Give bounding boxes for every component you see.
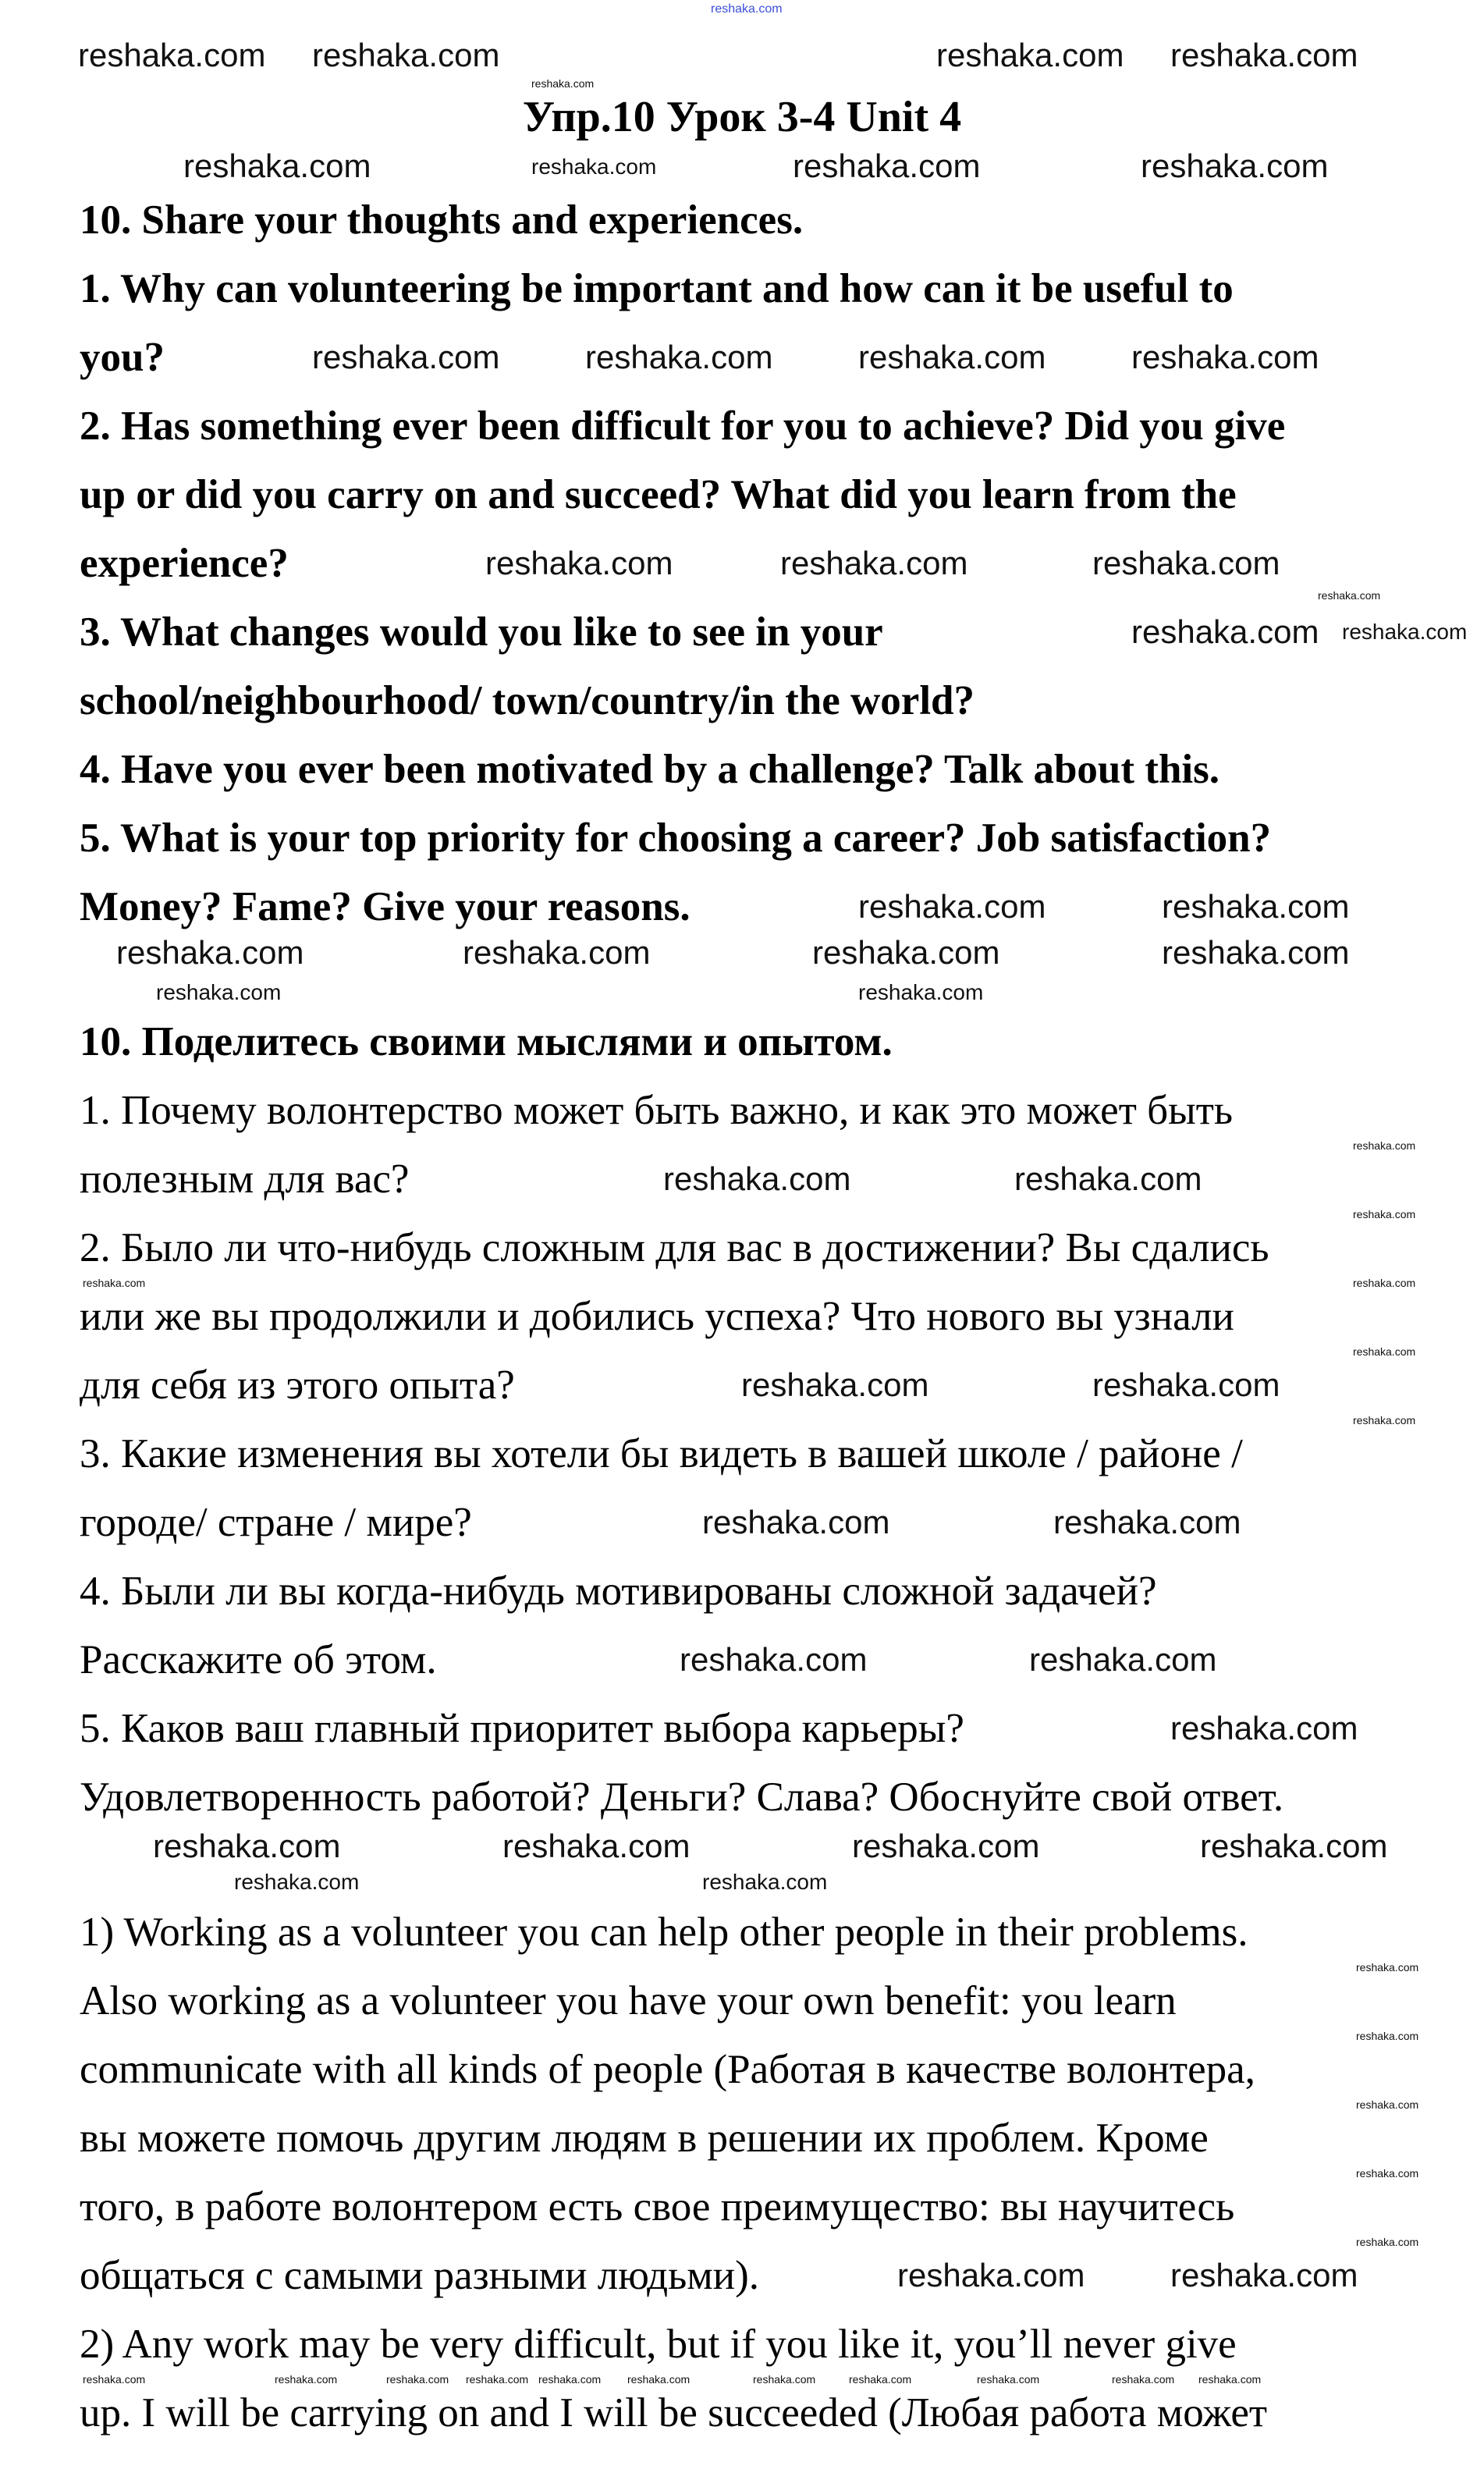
watermark: reshaka.com xyxy=(1131,339,1319,375)
watermark: reshaka.com xyxy=(812,934,1000,971)
answer-line: вы можете помочь другим людям в решении их проблем. Кроме xyxy=(80,2116,1209,2161)
watermark: reshaka.com xyxy=(463,934,651,971)
watermark: reshaka.com xyxy=(702,1504,890,1540)
task-en-line: 4. Have you ever been motivated by a challenge? Talk about this. xyxy=(80,747,1220,792)
task-en-line: 3. What changes would you like to see in your xyxy=(80,609,883,655)
watermark: reshaka.com xyxy=(153,1828,341,1864)
watermark: reshaka.com xyxy=(466,2373,529,2386)
watermark: reshaka.com xyxy=(1162,934,1350,971)
watermark: reshaka.com xyxy=(1198,2373,1262,2386)
task-ru-line: Расскажите об этом. xyxy=(80,1637,437,1682)
task-ru-line: 3. Какие изменения вы хотели бы видеть в вашей школе / районе / xyxy=(80,1431,1243,1476)
watermark: reshaka.com xyxy=(275,2373,338,2386)
task-en-line: up or did you carry on and succeed? What did you learn from the xyxy=(80,472,1237,517)
task-ru-line: городе/ стране / мире? xyxy=(80,1500,472,1545)
watermark: reshaka.com xyxy=(1353,1414,1416,1426)
answer-line: того, в работе волонтером есть свое преимущество: вы научитесь xyxy=(80,2184,1235,2229)
watermark: reshaka.com xyxy=(1092,545,1280,581)
watermark: reshaka.com xyxy=(1356,2167,1419,2180)
task-en-line: experience? xyxy=(80,541,289,586)
watermark: reshaka.com xyxy=(1200,1828,1388,1864)
task-en-line: 1. Why can volunteering be important and how can it be useful to xyxy=(80,266,1234,311)
watermark: reshaka.com xyxy=(1356,2098,1419,2111)
watermark: reshaka.com xyxy=(234,1870,360,1894)
watermark: reshaka.com xyxy=(852,1828,1040,1864)
task-ru-line: 5. Каков ваш главный приоритет выбора карьеры? xyxy=(80,1706,964,1751)
watermark: reshaka.com xyxy=(312,339,500,375)
task-en-heading: 10. Share your thoughts and experiences. xyxy=(80,197,804,243)
watermark: reshaka.com xyxy=(1162,888,1350,925)
watermark: reshaka.com xyxy=(1029,1641,1217,1678)
task-ru-line: полезным для вас? xyxy=(80,1156,410,1202)
answer-line: общаться с самыми разными людьми). xyxy=(80,2253,760,2298)
answer-line: up. I will be carrying on and I will be succeeded (Любая работа может xyxy=(80,2390,1268,2435)
watermark: reshaka.com xyxy=(1053,1504,1241,1540)
watermark: reshaka.com xyxy=(858,980,984,1004)
task-en-line: Money? Fame? Give your reasons. xyxy=(80,884,691,929)
watermark: reshaka.com xyxy=(1141,147,1329,184)
watermark: reshaka.com xyxy=(386,2373,449,2386)
watermark: reshaka.com xyxy=(1342,620,1468,644)
watermark: reshaka.com xyxy=(183,147,371,184)
task-ru-line: 1. Почему волонтерство может быть важно, и как это может быть xyxy=(80,1088,1234,1133)
task-ru-line: Удовлетворенность работой? Деньги? Слава? Обоснуйте свой ответ. xyxy=(80,1775,1284,1820)
watermark: reshaka.com xyxy=(849,2373,912,2386)
watermark: reshaka.com xyxy=(1092,1366,1280,1403)
watermark: reshaka.com xyxy=(538,2373,602,2386)
watermark: reshaka.com xyxy=(702,1870,828,1894)
watermark: reshaka.com xyxy=(1356,2236,1419,2248)
watermark: reshaka.com xyxy=(83,1277,146,1289)
watermark: reshaka.com xyxy=(741,1366,929,1403)
watermark: reshaka.com xyxy=(1356,1961,1419,1974)
answer-line: 1) Working as a volunteer you can help other people in their problems. xyxy=(80,1910,1248,1955)
task-ru-line: 4. Были ли вы когда-нибудь мотивированы сложной задачей? xyxy=(80,1569,1157,1614)
task-ru-heading: 10. Поделитесь своими мыслями и опытом. xyxy=(80,1019,893,1064)
watermark: reshaka.com xyxy=(1014,1160,1202,1197)
watermark: reshaka.com xyxy=(156,980,282,1004)
task-ru-line: 2. Было ли что-нибудь сложным для вас в достижении? Вы сдались xyxy=(80,1225,1269,1270)
watermark: reshaka.com xyxy=(1112,2373,1175,2386)
watermark-top: reshaka.com xyxy=(711,2,783,16)
task-en-line: school/neighbourhood/ town/country/in the world? xyxy=(80,678,975,723)
watermark: reshaka.com xyxy=(1170,1710,1358,1746)
answer-line: communicate with all kinds of people (Работая в качестве волонтера, xyxy=(80,2047,1255,2092)
watermark: reshaka.com xyxy=(1353,1345,1416,1358)
watermark: reshaka.com xyxy=(1356,2030,1419,2042)
answer-line: Also working as a volunteer you have your own benefit: you learn xyxy=(80,1978,1177,2023)
watermark: reshaka.com xyxy=(585,339,773,375)
watermark: reshaka.com xyxy=(485,545,673,581)
watermark: reshaka.com xyxy=(1170,37,1358,73)
watermark: reshaka.com xyxy=(780,545,968,581)
task-en-line: 2. Has something ever been difficult for you to achieve? Did you give xyxy=(80,403,1286,449)
watermark: reshaka.com xyxy=(858,339,1046,375)
page-title: Упр.10 Урок 3-4 Unit 4 xyxy=(522,93,962,141)
answer-line: 2) Any work may be very difficult, but if you like it, you’ll never give xyxy=(80,2322,1237,2367)
watermark: reshaka.com xyxy=(502,1828,691,1864)
task-en-line: 5. What is your top priority for choosing a career? Job satisfaction? xyxy=(80,815,1272,861)
watermark: reshaka.com xyxy=(627,2373,691,2386)
watermark: reshaka.com xyxy=(1318,589,1381,602)
watermark: reshaka.com xyxy=(83,2373,146,2386)
watermark: reshaka.com xyxy=(793,147,981,184)
watermark: reshaka.com xyxy=(897,2257,1085,2293)
task-en-line: you? xyxy=(80,335,165,380)
watermark: reshaka.com xyxy=(936,37,1124,73)
watermark: reshaka.com xyxy=(531,77,595,90)
watermark: reshaka.com xyxy=(116,934,304,971)
watermark: reshaka.com xyxy=(1353,1139,1416,1152)
watermark: reshaka.com xyxy=(1353,1277,1416,1289)
watermark: reshaka.com xyxy=(858,888,1046,925)
watermark: reshaka.com xyxy=(680,1641,868,1678)
watermark: reshaka.com xyxy=(753,2373,816,2386)
watermark: reshaka.com xyxy=(1170,2257,1358,2293)
watermark: reshaka.com xyxy=(977,2373,1040,2386)
task-ru-line: для себя из этого опыта? xyxy=(80,1363,515,1408)
watermark: reshaka.com xyxy=(312,37,500,73)
watermark: reshaka.com xyxy=(1353,1208,1416,1220)
watermark: reshaka.com xyxy=(531,155,657,179)
watermark: reshaka.com xyxy=(663,1160,851,1197)
task-ru-line: или же вы продолжили и добились успеха? Что нового вы узнали xyxy=(80,1294,1234,1339)
watermark: reshaka.com xyxy=(78,37,266,73)
watermark: reshaka.com xyxy=(1131,613,1319,650)
